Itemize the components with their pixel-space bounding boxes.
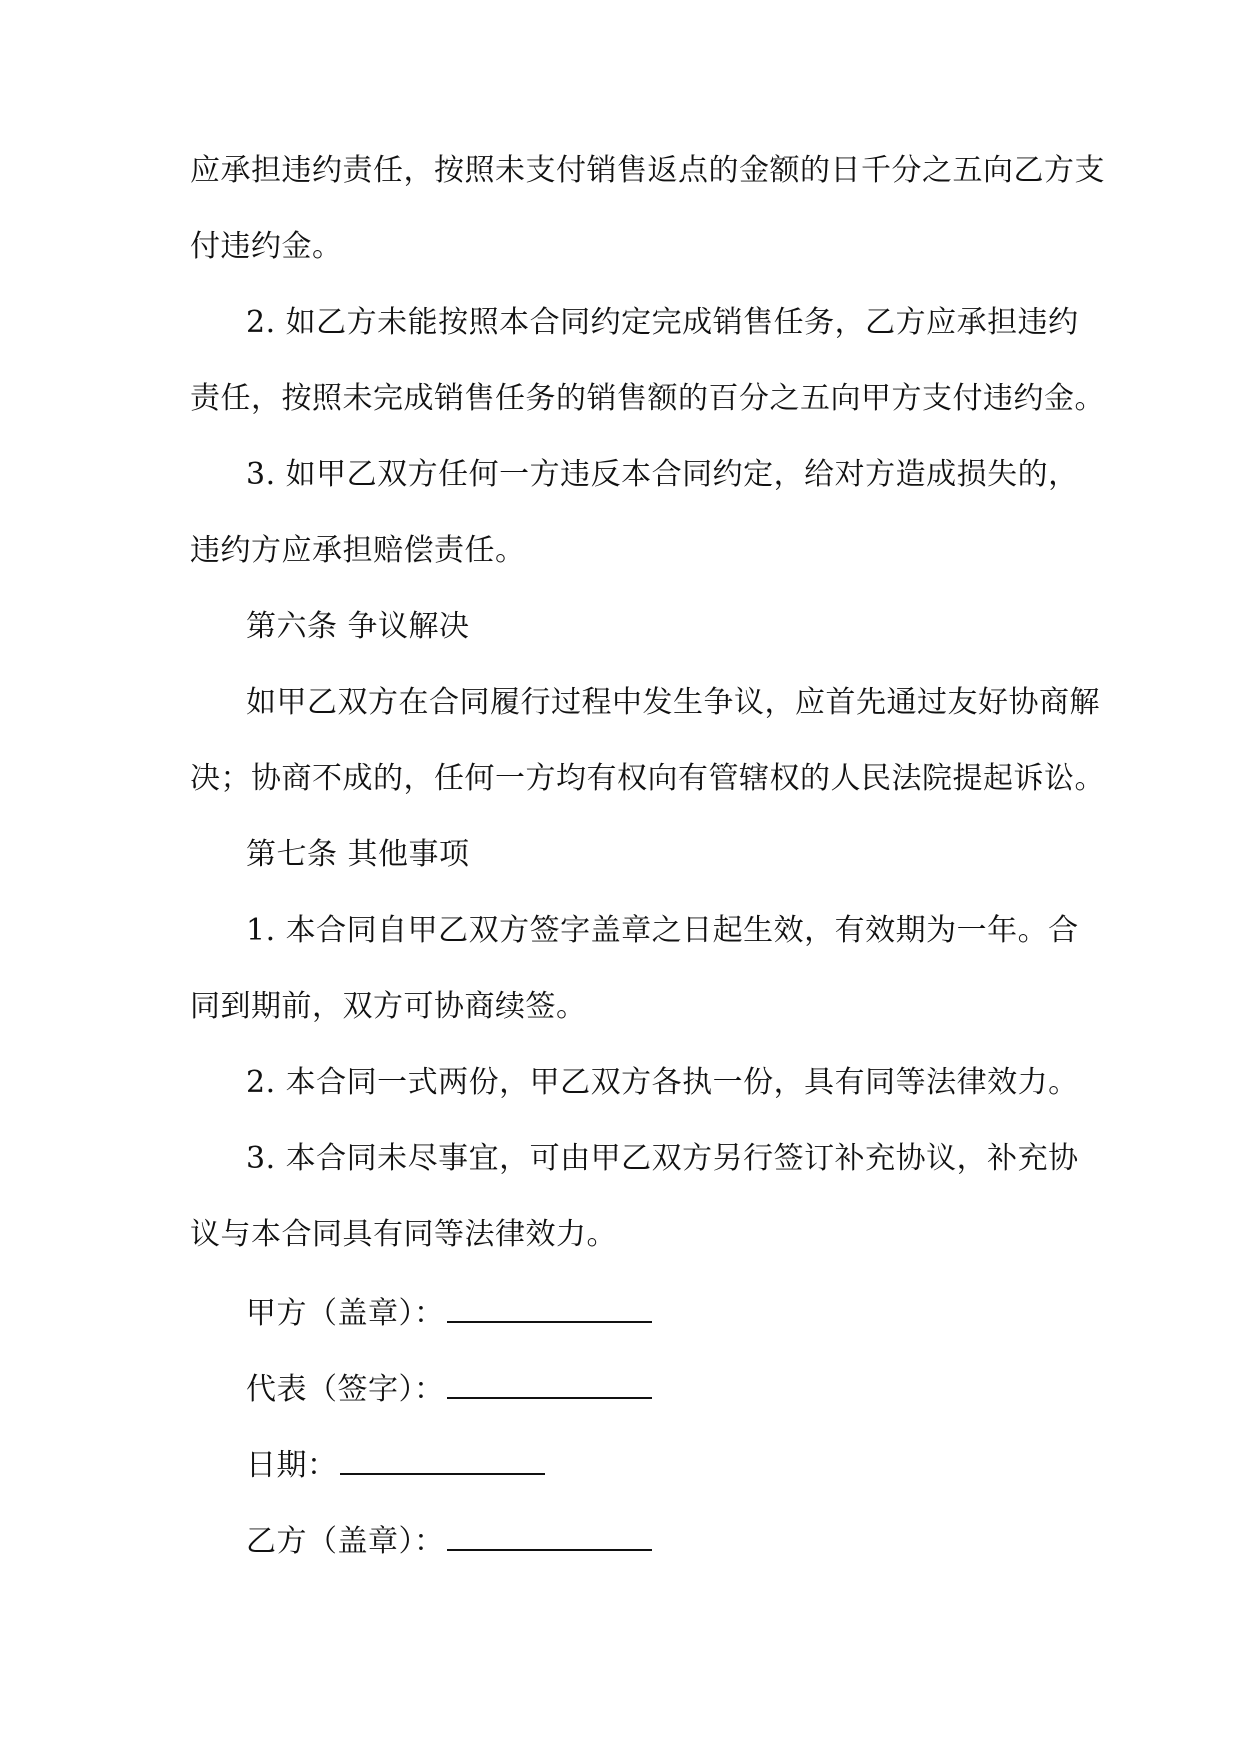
representative-signature-label: 代表（签字）： xyxy=(246,1372,445,1407)
clause-3-line: 3. 本合同未尽事宜，可由甲乙双方另行签订补充协议，补充协 xyxy=(246,1141,1079,1176)
paragraph-line: 违约方应承担赔偿责任。 xyxy=(190,533,526,568)
date-label: 日期： xyxy=(246,1448,338,1483)
party-a-seal-row xyxy=(246,1291,1126,1334)
paragraph-line: 付违约金。 xyxy=(190,229,343,264)
representative-signature-blank[interactable] xyxy=(447,1367,652,1399)
representative-signature-row xyxy=(246,1367,1126,1410)
article-7-heading: 第七条 其他事项 xyxy=(246,837,470,872)
clause-3-line: 3. 如甲乙双方任何一方违反本合同约定，给对方造成损失的， xyxy=(246,457,1079,492)
party-a-seal-label: 甲方（盖章）： xyxy=(246,1296,445,1331)
paragraph-line: 如甲乙双方在合同履行过程中发生争议，应首先通过友好协商解 xyxy=(246,685,1100,720)
party-b-seal-blank[interactable] xyxy=(447,1519,652,1551)
paragraph-line: 同到期前，双方可协商续签。 xyxy=(190,989,587,1024)
clause-1-line: 1. 本合同自甲乙双方签字盖章之日起生效，有效期为一年。合 xyxy=(246,913,1079,948)
clause-2-line: 2. 本合同一式两份，甲乙双方各执一份，具有同等法律效力。 xyxy=(246,1065,1079,1100)
paragraph-line: 应承担违约责任，按照未支付销售返点的金额的日千分之五向乙方支 xyxy=(190,153,1105,188)
paragraph-line: 议与本合同具有同等法律效力。 xyxy=(190,1217,617,1252)
paragraph-line: 决；协商不成的，任何一方均有权向有管辖权的人民法院提起诉讼。 xyxy=(190,761,1105,796)
party-b-seal-row xyxy=(246,1519,1126,1562)
party-a-seal-blank[interactable] xyxy=(447,1291,652,1323)
clause-2-line: 2. 如乙方未能按照本合同约定完成销售任务，乙方应承担违约 xyxy=(246,305,1079,340)
date-row xyxy=(246,1443,1126,1486)
article-6-heading: 第六条 争议解决 xyxy=(246,609,470,644)
paragraph-line: 责任，按照未完成销售任务的销售额的百分之五向甲方支付违约金。 xyxy=(190,381,1105,416)
date-blank[interactable] xyxy=(340,1443,545,1475)
party-b-seal-label: 乙方（盖章）： xyxy=(246,1524,445,1559)
